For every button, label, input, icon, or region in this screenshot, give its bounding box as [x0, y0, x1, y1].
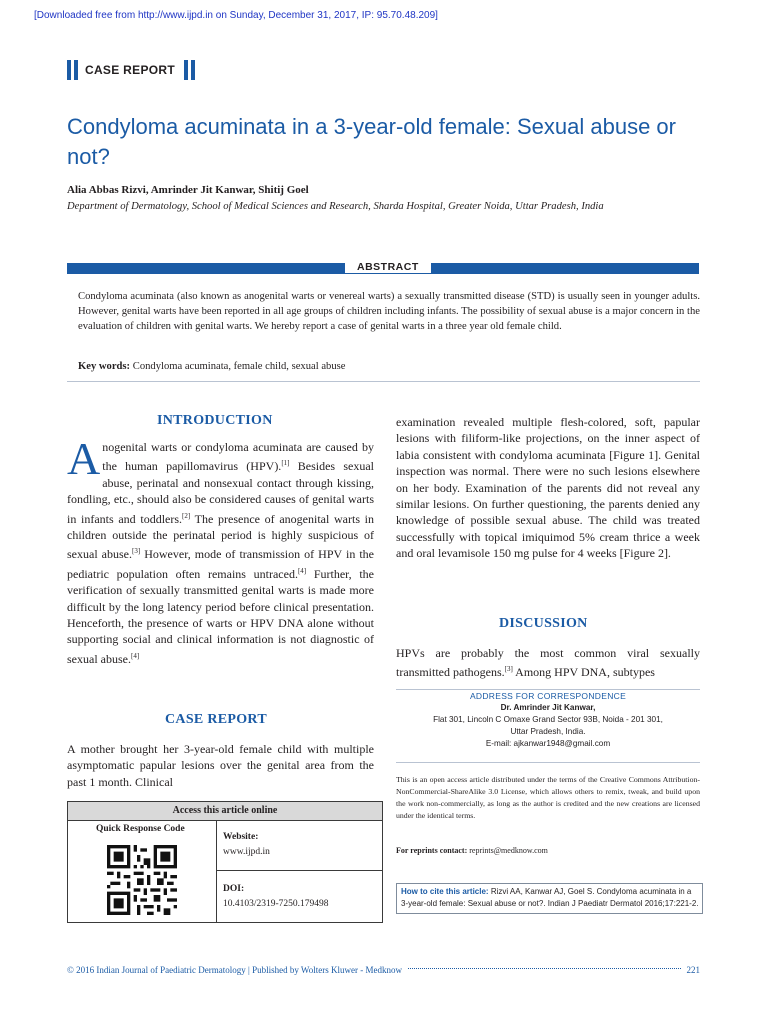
doi-label: DOI: — [223, 884, 245, 894]
website-column — [217, 821, 382, 922]
case-report-heading: CASE REPORT — [165, 712, 267, 727]
doi-link[interactable]: 10.4103/2319-7250.179498 — [223, 899, 329, 909]
dropcap: A — [67, 433, 101, 484]
page-footer — [67, 964, 700, 976]
author-list: Alia Abbas Rizvi, Amrinder Jit Kanwar, Shitij Goel — [67, 184, 309, 196]
abstract-divider — [67, 381, 700, 382]
introduction-heading: INTRODUCTION — [157, 413, 273, 428]
keywords-text: Condyloma acuminata, female child, sexual abuse — [132, 361, 346, 372]
section-label-text: CASE REPORT — [85, 63, 175, 77]
case-report-continued-text: examination revealed multiple flesh-colored, soft, papular lesions with filiform-like projections, on the inner aspect of labia consistent with condyloma acuminata [Figure 1]. Genital inspection was normal. There were no such lesions elsewhere on her body. Examination of the parents did not reveal any similar lesions. On further questioning, the parents denied any knowledge of possible sexual abuse. The child was treated successfully with topical imiquimod 5% cream thrice a week and oral levamisole 150 mg pulse for 4 weeks [Figure 2]. — [396, 415, 700, 561]
citation-box — [396, 883, 703, 914]
keywords — [78, 361, 345, 372]
correspondence-divider — [396, 762, 700, 763]
website-label: Website: — [223, 832, 259, 842]
abstract-label: ABSTRACT — [345, 261, 431, 273]
access-article-box — [67, 801, 383, 923]
reference-link[interactable]: [3] — [132, 547, 141, 556]
discussion-text: HPVs are probably the most common viral sexually transmitted pathogens.[3] Among HPV DNA, subtypes — [396, 646, 700, 680]
page-number: 221 — [686, 965, 700, 975]
affiliation: Department of Dermatology, School of Medical Sciences and Research, Sharda Hospital, Greater Noida, Uttar Pradesh, India — [67, 201, 604, 212]
correspondence-address: Uttar Pradesh, India. — [510, 727, 586, 736]
reference-link[interactable]: [1] — [281, 459, 290, 468]
section-label — [67, 59, 195, 81]
open-access-notice: This is an open access article distributed under the terms of the Creative Commons Attribution-NonCommercial-ShareAlike 3.0 License, which allows others to remix, tweak, and build upon the work non-commercially, as long as the author is credited and the new creations are licensed under the identical terms. — [396, 775, 700, 820]
footer-leader — [408, 968, 681, 969]
reference-link[interactable]: [4] — [130, 651, 140, 660]
website-divider — [217, 870, 382, 871]
introduction-text: Anogenital warts or condyloma acuminata are caused by the human papillomavirus (HPV).[1] Besides sexual abuse, perinatal and nonsexual contact through kissing, fondling, etc., should also be considered causes of genital warts in infants and toddlers.[2] The presence of anogenital warts in children outside the perinatal period is highly suspicious of sexual abuse.[3] However, mode of transmission of HPV in the pediatric population often remains untraced.[4] Further, the verification of sexually transmitted genital warts is made more difficult by the long latency period before clinical presentation. Henceforth, the presence of warts or HPV DNA alone without supporting social and clinical information is not diagnostic of sexual abuse.[4] — [67, 433, 374, 666]
correspondence-address: Flat 301, Lincoln C Omaxe Grand Sector 93B, Noida - 201 301, — [433, 715, 663, 724]
article-title: Condyloma acuminata in a 3-year-old female: Sexual abuse or not? — [67, 114, 676, 169]
reference-link[interactable]: [4] — [297, 566, 307, 575]
section-bar-icon — [67, 60, 71, 80]
citation-text: Rizvi AA, Kanwar AJ, Goel S. Condyloma acuminata in a 3-year-old female: Sexual abuse or not?. Indian J Paediatr Dermatol 2016;17:221-2. — [401, 887, 699, 909]
correspondence-block — [396, 690, 700, 750]
citation-label: How to cite this article: — [401, 887, 489, 896]
abstract-text: Condyloma acuminata (also known as anogenital warts or venereal warts) a sexually transmitted disease (STD) is usually seen in younger adults. However, genital warts have been reported in all age groups of children including infants. The possibility of sexual abuse is a major concern in the evaluation of children with genital warts. We hereby report a case of genital warts in a three year old female child. — [78, 291, 700, 332]
discussion-heading: DISCUSSION — [499, 616, 588, 631]
correspondence-name: Dr. Amrinder Jit Kanwar, — [500, 703, 596, 712]
correspondence-email[interactable]: E-mail: ajkanwar1948@gmail.com — [485, 739, 611, 748]
case-report-text: A mother brought her 3-year-old female child with multiple asymptomatic papular lesions over the genital area from the past 1 month. Clinical — [67, 742, 374, 789]
section-bar-icon — [191, 60, 195, 80]
download-banner: [Downloaded free from http://www.ijpd.in on Sunday, December 31, 2017, IP: 95.70.48.209] — [34, 10, 438, 21]
qr-column — [68, 821, 217, 922]
reprints-line — [396, 846, 548, 855]
reprints-label: For reprints contact: — [396, 846, 468, 855]
website-link[interactable]: www.ijpd.in — [223, 847, 270, 857]
keywords-label: Key words: — [78, 361, 131, 372]
correspondence-heading: ADDRESS FOR CORRESPONDENCE — [469, 691, 627, 701]
footer-text: © 2016 Indian Journal of Paediatric Dermatology | Published by Wolters Kluwer - Medknow — [67, 965, 402, 975]
reprints-email[interactable]: reprints@medknow.com — [469, 846, 548, 855]
access-box-header: Access this article online — [68, 802, 382, 821]
section-bar-icon — [74, 60, 78, 80]
section-bar-icon — [184, 60, 188, 80]
qr-code-icon[interactable] — [107, 845, 177, 915]
reference-link[interactable]: [2] — [182, 511, 191, 520]
reference-link[interactable]: [3] — [504, 665, 513, 674]
qr-label: Quick Response Code — [96, 824, 185, 834]
